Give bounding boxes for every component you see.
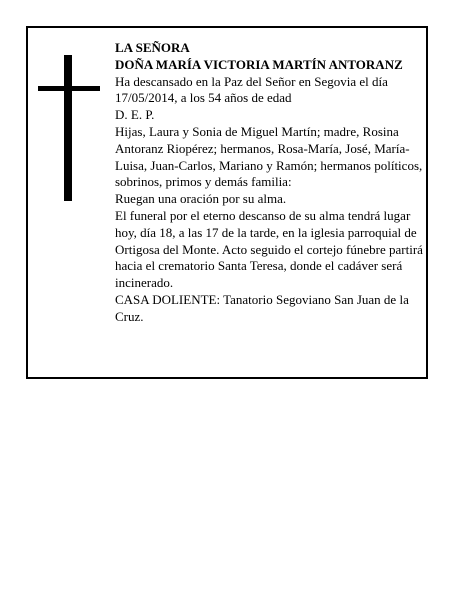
death-statement: Ha descansado en la Paz del Señor en Segovia el día 17/05/2014, a los 54 años de edad — [115, 73, 388, 106]
dep-line: D. E. P. — [115, 107, 155, 123]
cross-vertical-bar — [64, 55, 72, 201]
obituary-text — [115, 40, 427, 326]
casa-doliente: CASA DOLIENTE: Tanatorio Segoviano San Juan de la Cruz. — [115, 291, 409, 324]
obituary-notice — [26, 26, 428, 379]
cross-icon — [38, 55, 100, 201]
notice-title: LA SEÑORA — [115, 40, 190, 55]
prayer-request: Ruegan una oración por su alma. — [115, 191, 287, 207]
deceased-name: DOÑA MARÍA VICTORIA MARTÍN ANTORANZ — [115, 56, 403, 72]
family-list: Hijas, Laura y Sonia de Miguel Martín; madre, Rosina Antoranz Riopérez; hermanos, Rosa-María, José, María-Luisa, Juan-Carlos, Mariano y Ramón; hermanos políticos, sobrinos, primos y demás familia: — [115, 123, 423, 190]
funeral-details: El funeral por el eterno descanso de su alma tendrá lugar hoy, día 18, a las 17 de la tarde, en la iglesia parroquial de Ortigosa del Monte. Acto seguido el cortejo fúnebre partirá hacia el crematorio Santa Teresa, donde el cadáver será incinerado. — [115, 207, 423, 291]
cross-horizontal-bar — [38, 86, 100, 91]
